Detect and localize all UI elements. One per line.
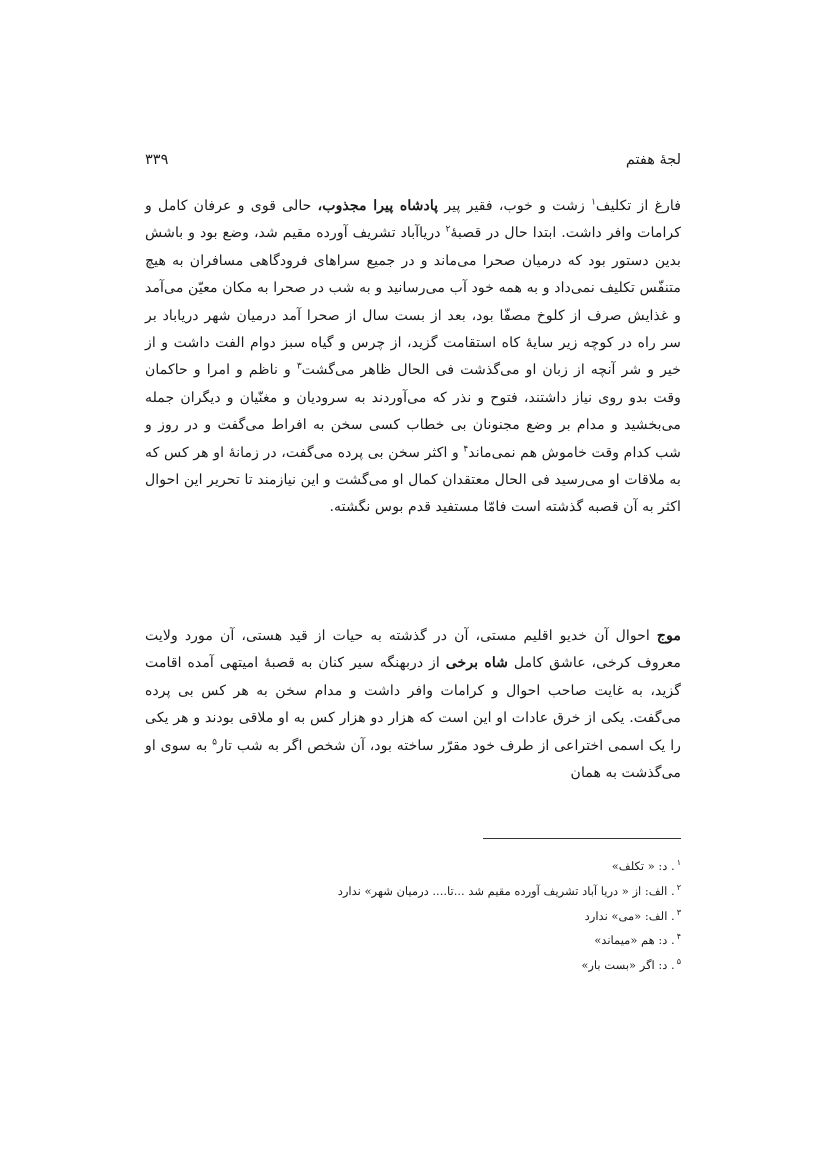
footnote-number: ۳ bbox=[676, 907, 681, 917]
footnote-ref-4[interactable]: ۴ bbox=[463, 443, 469, 454]
chapter-title: لجهٔ هفتم bbox=[625, 152, 681, 168]
text-run: و اکثر سخن بی پرده می‌گفت، در زمانهٔ او هر کس که به ملاقات او می‌رسید فی الحال معتقدان کمال او می‌گشت و این نیازمند تا تحریر این احوال اکثر به آن قصبه گذشته است فامّا مستفید قدم بوس نگشته. bbox=[145, 444, 681, 516]
footnote-item bbox=[145, 902, 681, 927]
text-run: زشت و خوب، فقیر پیر bbox=[438, 198, 592, 214]
footnote-ref-2[interactable]: ۲ bbox=[445, 224, 451, 235]
text-run: به سوی او می‌گذشت به همان bbox=[145, 737, 681, 782]
text-run: حالی قوی و عرفان کامل و کرامات وافر داشت. ابتدا حال در قصبهٔ bbox=[145, 198, 681, 242]
footnote-item bbox=[145, 951, 681, 976]
footnote-text: . د: اگر «بست بار» bbox=[581, 958, 675, 973]
footnote-number: ۲ bbox=[676, 882, 681, 892]
footnote-number: ۴ bbox=[676, 932, 681, 942]
text-run: و ناظم و امرا و حاکمان وقت بدو روی نیاز داشتند، فتوح و نذر که می‌آوردند به سرودیان و مغنّیان و دیگران جمله می‌بخشید و مدام بر وضع مجنونان بی خطاب کسی سخن به افراط می‌گفت و در روز و شب کدام وقت خاموش هم نمی‌ماند bbox=[145, 362, 682, 461]
section-heading: موج bbox=[656, 628, 681, 644]
text-run: دریاآباد تشریف آورده مقیم شد، وضع بود و باشش بدین دستور بود که درمیان صحرا می‌ماند و در جمیع سراهای فرودگاهی مسافران به هیچ متنفّس تکلیف نمی‌داد و به همه خود آب می‌رسانید و به شب در صحرا به مکان معیّن می‌آمد و غذایش صرف از کلوخ مصفّا بود، بعد از بست سال از صحرا آمد درمیان شهر دریاباد بر سر راه در کوچه زیر سایهٔ کاه استقامت گزید، از چرس و گیاه سبز دوام الفت داشت و از خیر و شر آنچه از زبان او می‌گذشت فی الحال ظاهر می‌گشت bbox=[145, 225, 681, 379]
footnote-item bbox=[145, 852, 681, 877]
footnote-number: ۵ bbox=[676, 957, 681, 967]
footnote-ref-5[interactable]: ۵ bbox=[212, 736, 217, 747]
footnote-text: . الف: «می» ندارد bbox=[584, 908, 675, 923]
footnote-item bbox=[145, 926, 681, 951]
footnotes bbox=[145, 852, 681, 976]
page-number: ۳۳۹ bbox=[145, 152, 169, 168]
text-run: احوال آن خدیو اقلیم مستی، آن در گذشته به حیات از قید هستی، آن مورد ولایت معروف کرخی، عاشق کامل bbox=[145, 628, 681, 672]
footnote-number: ۱ bbox=[676, 858, 681, 867]
footnote-text: . د: « تکلف» bbox=[611, 858, 675, 873]
footnote-ref-3[interactable]: ۳ bbox=[296, 361, 302, 372]
paragraph-2 bbox=[145, 623, 681, 787]
footnote-ref-1[interactable]: ۱ bbox=[591, 197, 596, 208]
footnote-item bbox=[145, 877, 681, 902]
footnote-text: . الف: از « دریا آباد تشریف آورده مقیم شد ...تا.... درمیان شهر» ندارد bbox=[337, 883, 675, 898]
footnote-separator bbox=[483, 838, 681, 839]
paragraph-1 bbox=[145, 193, 681, 522]
text-run: فارغ از تکلیف bbox=[595, 198, 681, 214]
person-name: پادشاه پیرا مجذوب، bbox=[317, 198, 439, 214]
text-run: از دربهنگه سیر کنان به قصبهٔ امیتهی آمده اقامت گزید، به غایت صاحب احوال و کرامات وافر داشت و مدام سخن به هر کس بی پرده می‌گفت. یکی از خرق عادات او این است که هزار دو هزار کس به او ملاقی بودند و هر یکی را یک اسمی اختراعی از طرف خود مقرّر ساخته بود، آن شخص اگر به شب تار bbox=[145, 655, 681, 754]
page-header bbox=[145, 148, 681, 174]
person-name: شاه برخی bbox=[445, 655, 509, 672]
footnote-text: . د: هم «میماند» bbox=[594, 933, 675, 948]
